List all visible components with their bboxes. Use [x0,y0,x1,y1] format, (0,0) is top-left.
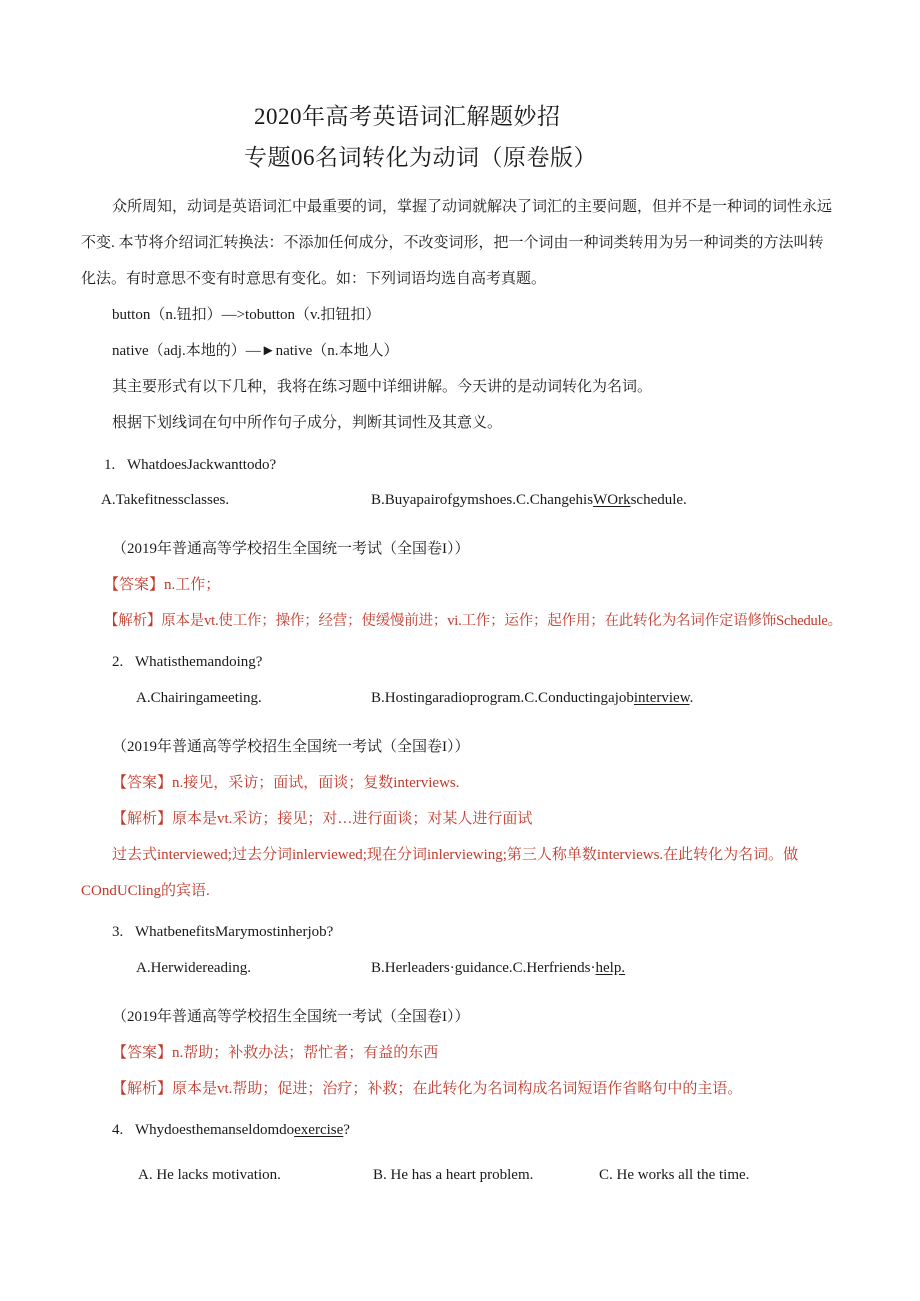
page-title-line2: 专题06名词转化为动词（原卷版） [244,145,597,170]
question-4 [112,1120,350,1140]
question-2-analysis-line-2: 过去式interviewed;过去分词inlerviewed;现在分词inlerviewing;第三人称单数interviews.在此转化为名词。做 [112,847,799,863]
question-2-analysis-text: 原本是vt.采访；接见；对…进行面谈；对某人进行面试 [172,811,533,827]
question-3-analysis-label: 【解析】 [112,1081,173,1097]
question-2-text: Whatisthemandoing? [135,654,263,670]
question-1-number: 1. [104,457,116,473]
question-4-option-c: C. He works all the time. [599,1167,750,1183]
question-1-options-bc [371,490,687,510]
question-1-underlined-word: WOrk [593,492,631,508]
question-3-underlined-word: help. [595,960,626,976]
question-3-answer-text: n.帮助；补救办法；帮忙者；有益的东西 [172,1045,439,1061]
intro-example-2: native（adj.本地的）—►native（n.本地人） [112,343,399,359]
question-2-source: （2019年普通高等学校招生全国统一考试（全国卷I）） [112,739,470,755]
question-3-number: 3. [112,924,124,940]
question-3-analysis [112,1079,742,1099]
question-1-answer-label: 【答案】 [104,577,165,593]
question-4-text-post: ? [343,1122,350,1138]
question-1-analysis-label: 【解析】 [104,613,162,629]
question-1-analysis-text: 原本是vt.使工作；操作；经营；使缓慢前进；vi.工作；运作；起作用；在此转化为名词作定语修饰Schedule。 [161,613,842,629]
question-3-options-bc [371,958,625,978]
intro-line-4: 其主要形式有以下几种，我将在练习题中详细讲解。今天讲的是动词转化为名词。 [112,379,653,395]
intro-line-3: 化法。有时意思不变有时意思有变化。如：下列词语均选自高考真题。 [81,271,547,287]
question-1 [104,455,276,475]
question-2-analysis-label: 【解析】 [112,811,173,827]
question-2-number: 2. [112,654,124,670]
question-4-number: 4. [112,1122,124,1138]
question-1-analysis [104,611,842,631]
question-3-analysis-text: 原本是vt.帮助；促进；治疗；补救；在此转化为名词构成名词短语作省略句中的主语。 [172,1081,743,1097]
question-4-underlined-word: exercise [294,1122,344,1138]
intro-example-1: button（n.钮扣）—>tobutton（v.扣钮扣） [112,307,381,323]
question-2-options-bc [371,688,693,708]
question-2-underlined-word: interview [633,690,690,706]
question-3-answer-label: 【答案】 [112,1045,173,1061]
question-4-text-pre: Whydoesthemanseldomdo [135,1122,295,1138]
question-2-answer [112,773,460,793]
intro-line-1: 众所周知，动词是英语词汇中最重要的词，掌握了动词就解决了词汇的主要问题，但并不是一种词的词性永远 [112,199,833,215]
question-1-options-bc-post: schedule. [630,492,687,508]
question-2-answer-text: n.接见，采访；面试，面谈；复数interviews. [172,775,460,791]
question-2-options-bc-pre: B.Hostingaradioprogram.C.Conductingajob [371,690,634,706]
question-1-text: WhatdoesJackwanttodo? [127,457,277,473]
question-4-option-b: B. He has a heart problem. [373,1167,534,1183]
question-3-options-bc-pre: B.Herleaders·guidance.C.Herfriends· [371,960,596,976]
intro-line-5: 根据下划线词在句中所作句子成分，判断其词性及其意义。 [112,415,503,431]
intro-line-2: 不变. 本节将介绍词汇转换法：不添加任何成分，不改变词形，把一个词由一种词类转用为另一种词类的方法叫转 [81,235,824,251]
question-2 [112,652,262,672]
question-2-analysis [112,809,532,829]
question-3-source: （2019年普通高等学校招生全国统一考试（全国卷I）） [112,1009,470,1025]
question-1-answer [104,575,220,595]
question-4-text [135,1122,350,1138]
question-1-options-bc-pre: B.Buyapairofgymshoes.C.Changehis [371,492,594,508]
question-1-option-a: A.Takefitnessclasses. [101,492,230,508]
question-2-analysis-line-3: COndUCling的宾语. [81,883,210,899]
question-1-source: （2019年普通高等学校招生全国统一考试（全国卷I）） [112,541,470,557]
question-3-option-a: A.Herwidereading. [136,960,251,976]
question-2-option-a: A.Chairingameeting. [136,690,262,706]
question-3 [112,922,333,942]
page-title-line1: 2020年高考英语词汇解题妙招 [254,104,561,129]
question-2-answer-label: 【答案】 [112,775,173,791]
question-4-option-a: A. He lacks motivation. [138,1167,281,1183]
question-3-answer [112,1043,438,1063]
question-1-answer-text: n.工作； [164,577,221,593]
question-3-text: WhatbenefitsMarymostinherjob? [135,924,334,940]
question-2-options-bc-post: . [689,690,694,706]
